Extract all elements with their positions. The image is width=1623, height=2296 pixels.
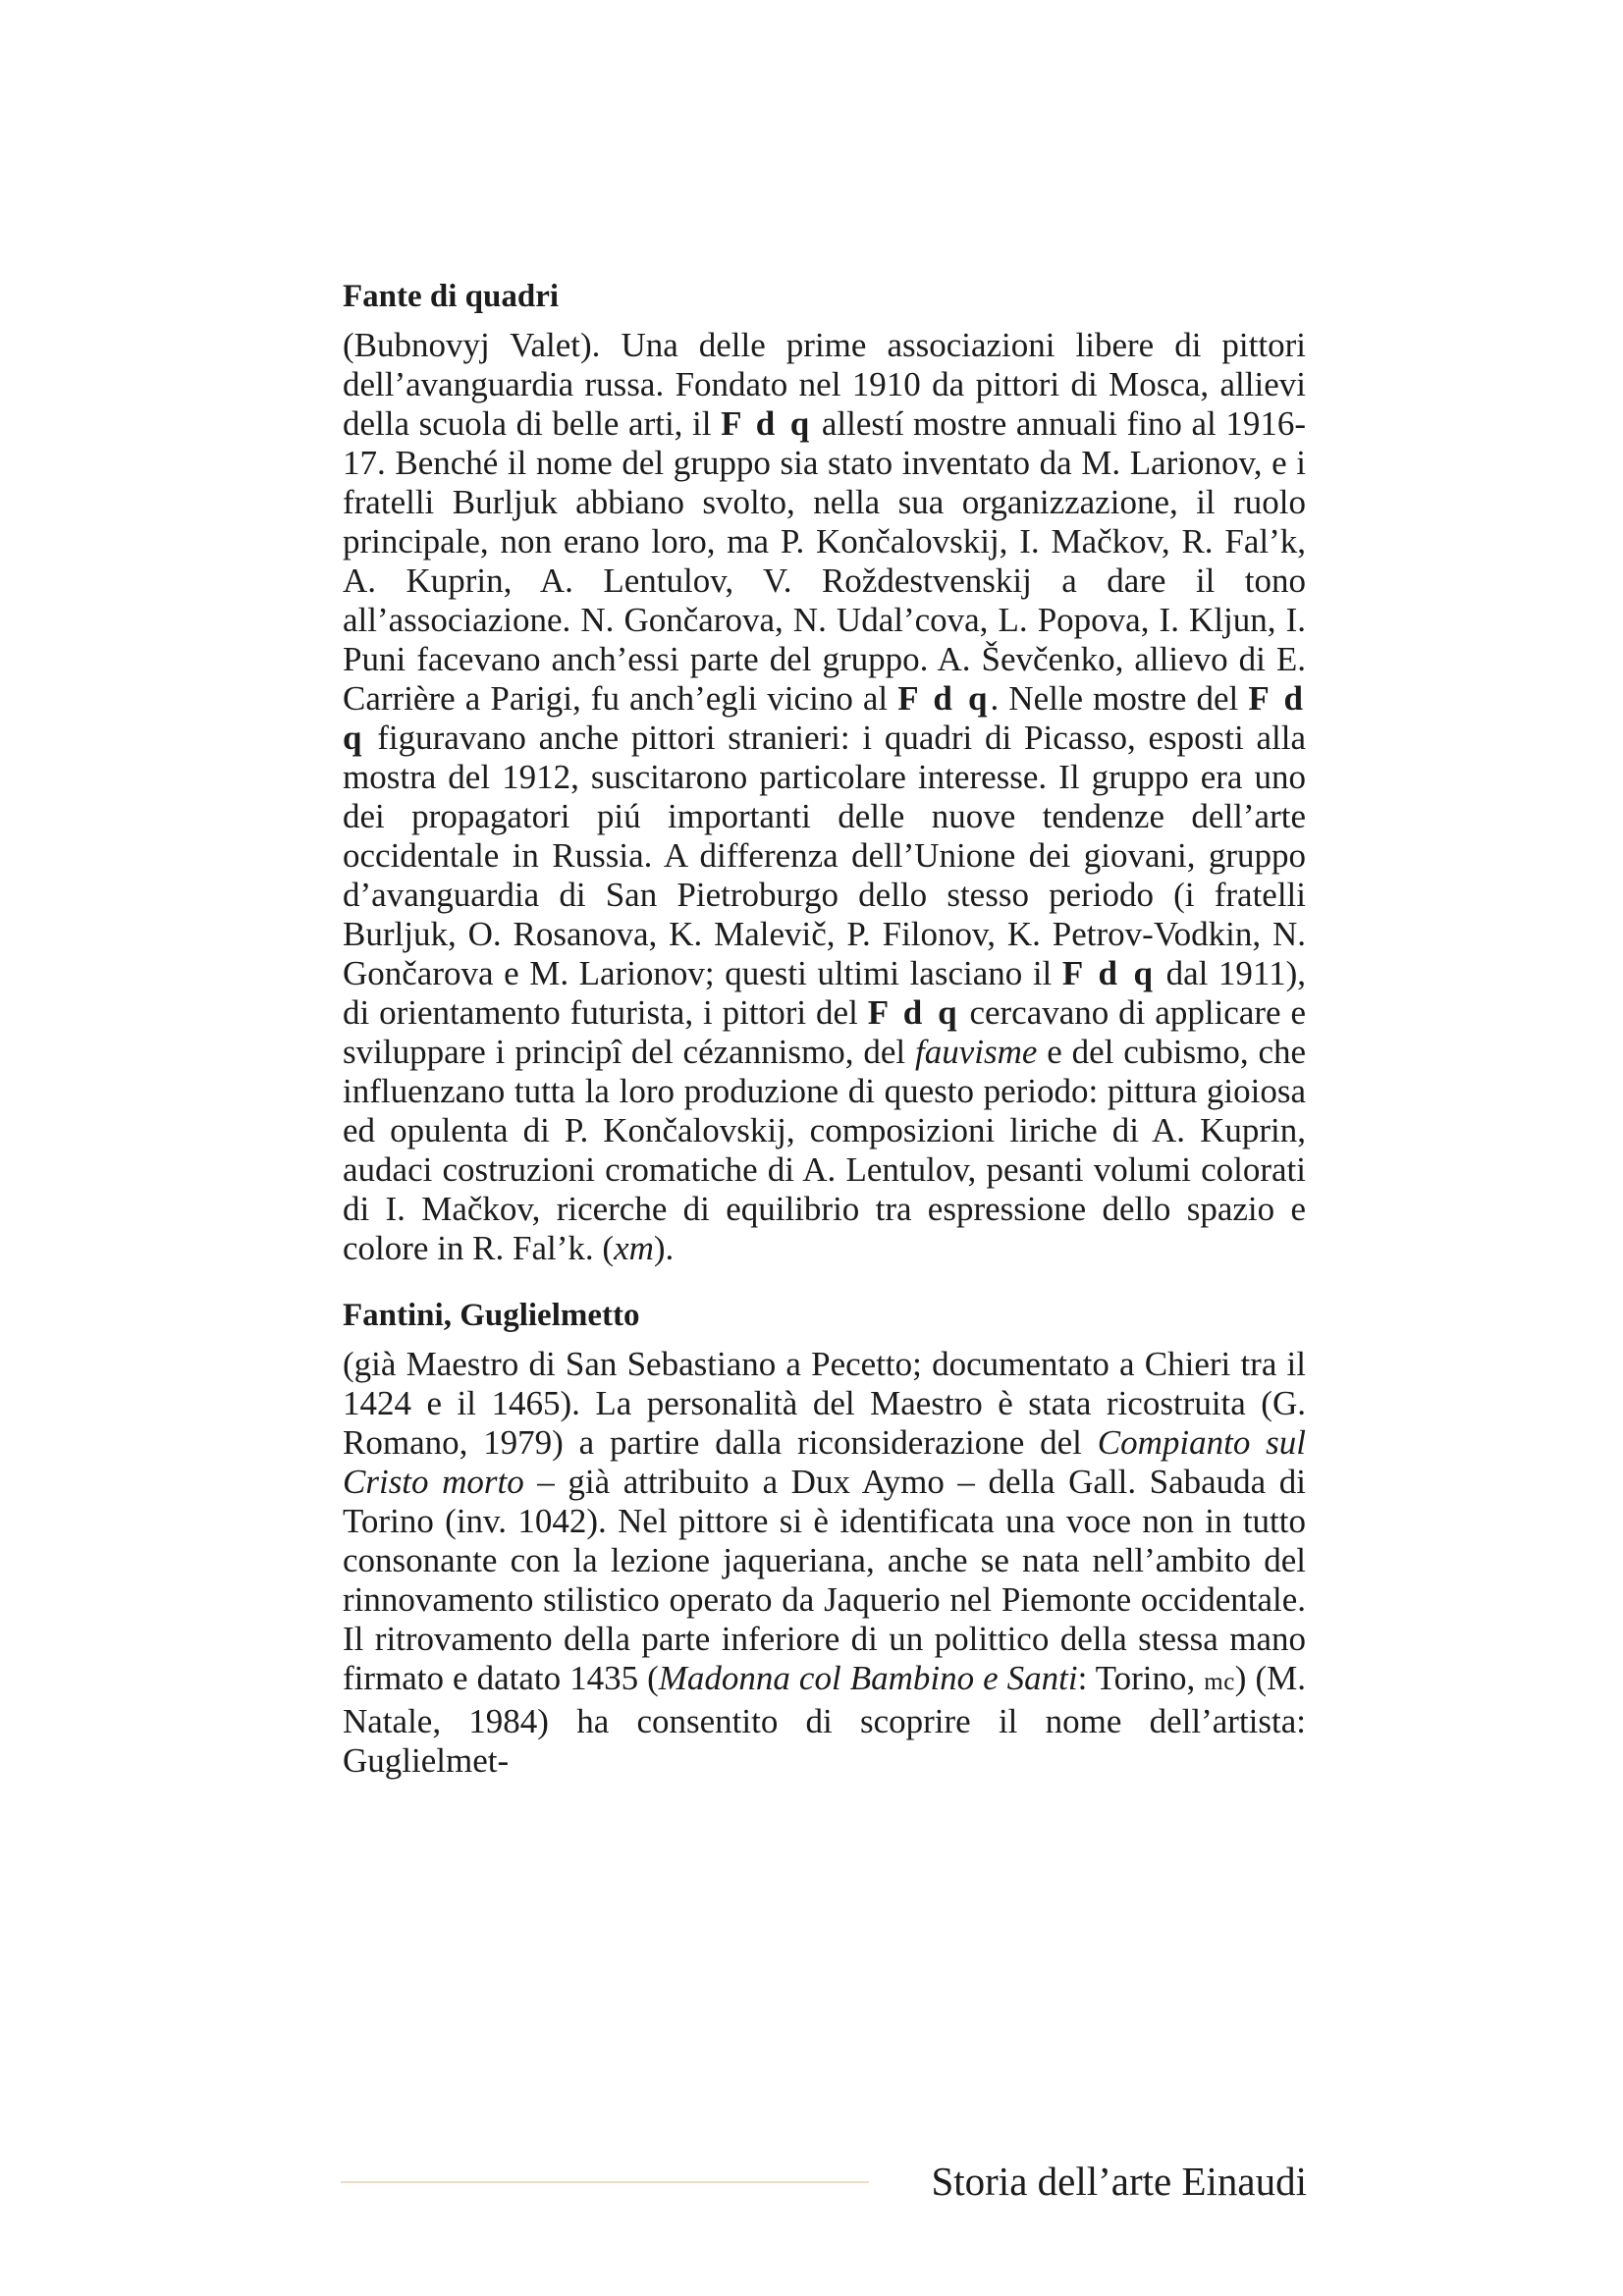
text-segment: dal 1911), di orientamento futurista, i pittori del [343, 954, 1306, 1032]
entry-title: Fantini, Guglielmetto [343, 1298, 640, 1333]
small-caps-abbreviation: mc [1204, 1669, 1235, 1695]
text-segment: ) (M. Natale, 1984) ha consentito di scoprire il nome dell’artista: Guglielmet- [343, 1659, 1306, 1780]
text-segment: ). [653, 1229, 675, 1267]
italic-term: fauvisme [914, 1033, 1038, 1071]
artwork-title: Compianto sul Cristo morto [343, 1423, 1306, 1501]
entry-fantini-guglielmetto [343, 1296, 1306, 1781]
text-segment: figuravano anche pittori stranieri: i quadri di Picasso, esposti alla mostra del 1912, suscitarono particolare interesse. Il gruppo era uno dei propagatori piú importanti delle nuove tendenze dell’arte occidentale in Russia. A differenza dell’Unione dei giovani, gruppo d’avanguardia di San Pietroburgo dello stesso periodo (i fratelli Burljuk, O. Rosanova, K. Malevič, P. Filonov, K. Petrov-Vodkin, N. Gončarova e M. Larionov; questi ultimi lasciano il [343, 719, 1306, 992]
abbreviation-bold: F d q [1061, 954, 1156, 992]
abbreviation-bold: F d q [897, 679, 991, 718]
text-segment: (Bubnovyj Valet). Una delle prime associazioni libere di pittori dell’avanguardia russa. Fondato nel 1910 da pittori di Mosca, allievi della scuola di belle arti, il [343, 326, 1306, 443]
text-segment: e del cubismo, che influenzano tutta la loro produzione di questo periodo: pittura gioiosa ed opulenta di P. Končalovskij, composizioni liriche di A. Kuprin, audaci costruzioni cromatiche di A. Lentulov, pesanti volumi colorati di I. Mačkov, ricerche di equilibrio tra espressione dello spazio e colore in R. Fal’k. ( [343, 1033, 1307, 1267]
author-initials: xm [614, 1229, 654, 1267]
text-segment: cercavano di applicare e sviluppare i principî del cézannismo, del [343, 993, 1306, 1071]
text-segment: . Nelle mostre del [990, 679, 1249, 718]
footer-rule [341, 2181, 869, 2183]
text-segment: – già attribuito a Dux Aymo – della Gall. Sabauda di Torino (inv. 1042). Nel pittore si è identificata una voce non in tutto consonante con la lezione jaqueriana, anche se nata nell’ambito del rinnovamento stilistico operato da Jaquerio nel Piemonte occidentale. Il ritrovamento della parte inferiore di un polittico della stessa mano firmato e datato 1435 ( [343, 1463, 1307, 1697]
text-column [343, 277, 1306, 1781]
entry-body [343, 326, 1306, 1268]
text-segment: allestí mostre annuali fino al 1916-17. Benché il nome del gruppo sia stato inventato da M. Larionov, e i fratelli Burljuk abbiano svolto, nella sua organizzazione, il ruolo principale, non erano loro, ma P. Končalovskij, I. Mačkov, R. Fal’k, A. Kuprin, A. Lentulov, V. Roždestvenskij a dare il tono all’associazione. N. Gončarova, N. Udal’cova, L. Popova, I. Kljun, I. Puni facevano anch’essi parte del gruppo. A. Ševčenko, allievo di E. Carrière a Parigi, fu anch’egli vicino al [343, 404, 1306, 718]
entry-fante-di-quadri [343, 277, 1306, 1268]
abbreviation-bold: F d q [343, 679, 1307, 757]
entry-title: Fante di quadri [343, 279, 560, 314]
abbreviation-bold: F d q [867, 993, 960, 1032]
text-segment: (già Maestro di San Sebastiano a Pecetto; documentato a Chieri tra il 1424 e il 1465). La personalità del Maestro è stata ricostruita (G. Romano, 1979) a partire dalla riconsiderazione del [343, 1345, 1306, 1462]
footer-publication-title: Storia dell’arte Einaudi [931, 2159, 1307, 2204]
entry-body [343, 1345, 1306, 1781]
abbreviation-bold: F d q [721, 404, 813, 443]
artwork-title: Madonna col Bambino e Santi [658, 1659, 1078, 1697]
text-segment: : Torino, [1077, 1659, 1205, 1697]
